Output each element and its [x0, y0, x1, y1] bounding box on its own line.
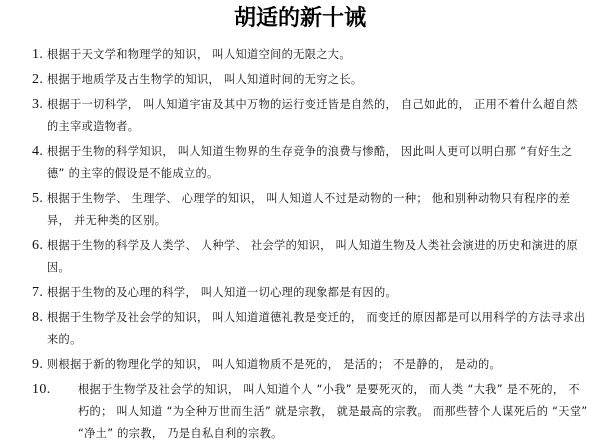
- item-number: 9.: [32, 357, 44, 372]
- item-number: 2.: [32, 72, 44, 87]
- item-text: 根据于生物学及社会学的知识， 叫人知道道德礼教是变迁的， 而变迁的原因都是可以用科学的方法寻求出来的。: [47, 311, 586, 346]
- list-item-8: [32, 307, 588, 351]
- item-text: 根据于生物的科学及人类学、 人种学、 社会学的知识， 叫人知道生物及人类社会演进的历史和演进的原因。: [47, 239, 578, 274]
- item-number: 5.: [32, 191, 44, 206]
- item-text: 根据于一切科学， 叫人知道宇宙及其中万物的运行变迁皆是自然的， 自己如此的， 正用不着什么超自然的主宰或造物者。: [47, 98, 578, 133]
- item-number: 10.: [32, 382, 51, 397]
- item-text: 根据于生物学及社会学的知识， 叫人知道个人 “小我” 是要死灭的， 而人类 “大我” 是不死的， 不朽的； 叫人知道 “为全种万世而生活” 就是宗教， 就是最高的宗教。 而那些替个人谋死后的 “天堂” “净土” 的宗教， 乃是自私自利的宗教。: [78, 383, 588, 440]
- item-text: 则根据于新的物理化学的知识， 叫人知道物质不是死的， 是活的； 不是静的， 是动的。: [47, 358, 502, 371]
- item-text: 根据于地质学及古生物学的知识， 叫人知道时间的无穷之长。: [47, 73, 363, 86]
- list-item-2: [32, 69, 588, 91]
- list-item-4: [32, 141, 588, 185]
- list-item-10: [32, 379, 588, 445]
- item-number: 7.: [32, 285, 44, 300]
- list-item-3: [32, 94, 588, 138]
- item-text: 根据于生物的科学知识， 叫人知道生物界的生存竞争的浪费与惨酷， 因此叫人更可以明白那 “有好生之德” 的主宰的假设是不能成立的。: [47, 145, 573, 180]
- list-item-9: [32, 354, 588, 376]
- list-item-6: [32, 235, 588, 279]
- item-text: 根据于生物的及心理的科学， 叫人知道一切心理的现象都是有因的。: [47, 286, 398, 299]
- item-number: 6.: [32, 238, 44, 253]
- item-number: 4.: [32, 144, 44, 159]
- item-text: 根据于天文学和物理学的知识， 叫人知道空间的无限之大。: [47, 48, 351, 61]
- item-number: 3.: [32, 97, 44, 112]
- item-number: 8.: [32, 310, 44, 325]
- list-item-7: [32, 282, 588, 304]
- list-item-5: [32, 188, 588, 232]
- item-number: 1.: [32, 47, 44, 62]
- commandment-list: [32, 44, 588, 448]
- item-text: 根据于生物学、 生理学、 心理学的知识， 叫人知道人不过是动物的一种； 他和别种动物只有程序的差异， 并无种类的区别。: [47, 192, 571, 227]
- list-item-1: [32, 44, 588, 66]
- page-title: 胡适的新十诫: [233, 6, 366, 31]
